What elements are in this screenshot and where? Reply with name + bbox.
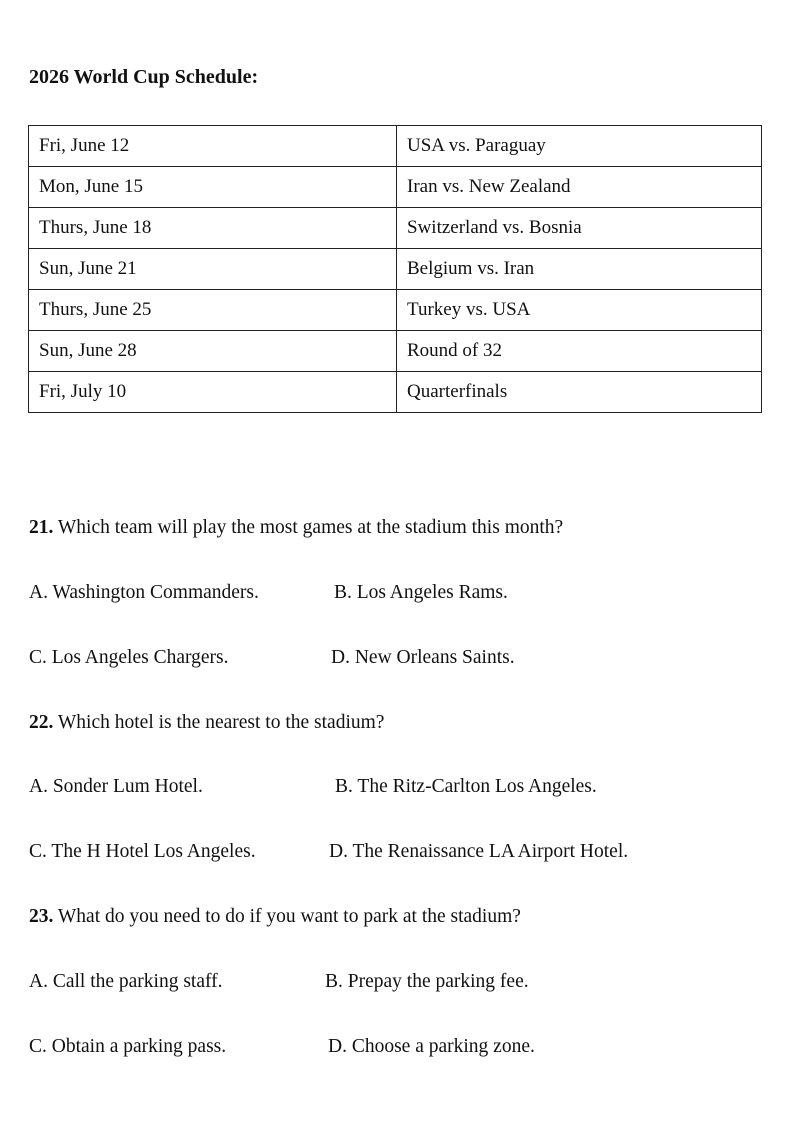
schedule-match-cell: Iran vs. New Zealand [397,167,762,208]
schedule-date-cell: Thurs, June 25 [29,290,397,331]
question-23 [29,906,521,928]
q21-option-a: A. Washington Commanders. [29,582,259,603]
schedule-match-cell: Belgium vs. Iran [397,249,762,290]
q21-option-d: D. New Orleans Saints. [331,647,515,668]
q22-option-c: C. The H Hotel Los Angeles. [29,841,256,862]
table-row [29,331,762,372]
q23-option-d: D. Choose a parking zone. [328,1036,535,1057]
question-number: 22. [29,712,54,733]
table-row [29,208,762,249]
schedule-date-cell: Thurs, June 18 [29,208,397,249]
question-21 [29,517,563,539]
q21-option-c: C. Los Angeles Chargers. [29,647,229,668]
q23-option-b: B. Prepay the parking fee. [325,971,529,992]
table-row [29,249,762,290]
question-22 [29,712,384,734]
schedule-match-cell: Round of 32 [397,331,762,372]
table-row [29,126,762,167]
schedule-match-cell: Quarterfinals [397,372,762,413]
q23-option-c: C. Obtain a parking pass. [29,1036,227,1057]
schedule-table [28,125,762,413]
schedule-date-cell: Fri, July 10 [29,372,397,413]
question-number: 23. [29,906,54,927]
table-row [29,167,762,208]
q23-option-a: A. Call the parking staff. [29,971,223,992]
schedule-match-cell: Turkey vs. USA [397,290,762,331]
q22-option-a: A. Sonder Lum Hotel. [29,776,203,797]
schedule-match-cell: USA vs. Paraguay [397,126,762,167]
q21-option-b: B. Los Angeles Rams. [334,582,508,603]
schedule-date-cell: Sun, June 21 [29,249,397,290]
q22-option-b: B. The Ritz-Carlton Los Angeles. [335,776,597,797]
question-text: Which team will play the most games at the stadium this month? [57,517,564,538]
schedule-match-cell: Switzerland vs. Bosnia [397,208,762,249]
page-title: 2026 World Cup Schedule: [29,66,259,88]
q22-option-d: D. The Renaissance LA Airport Hotel. [329,841,629,862]
schedule-date-cell: Fri, June 12 [29,126,397,167]
schedule-date-cell: Mon, June 15 [29,167,397,208]
question-text: Which hotel is the nearest to the stadium? [57,712,385,733]
table-row [29,290,762,331]
table-row [29,372,762,413]
question-text: What do you need to do if you want to park at the stadium? [57,906,521,927]
question-number: 21. [29,517,54,538]
schedule-date-cell: Sun, June 28 [29,331,397,372]
